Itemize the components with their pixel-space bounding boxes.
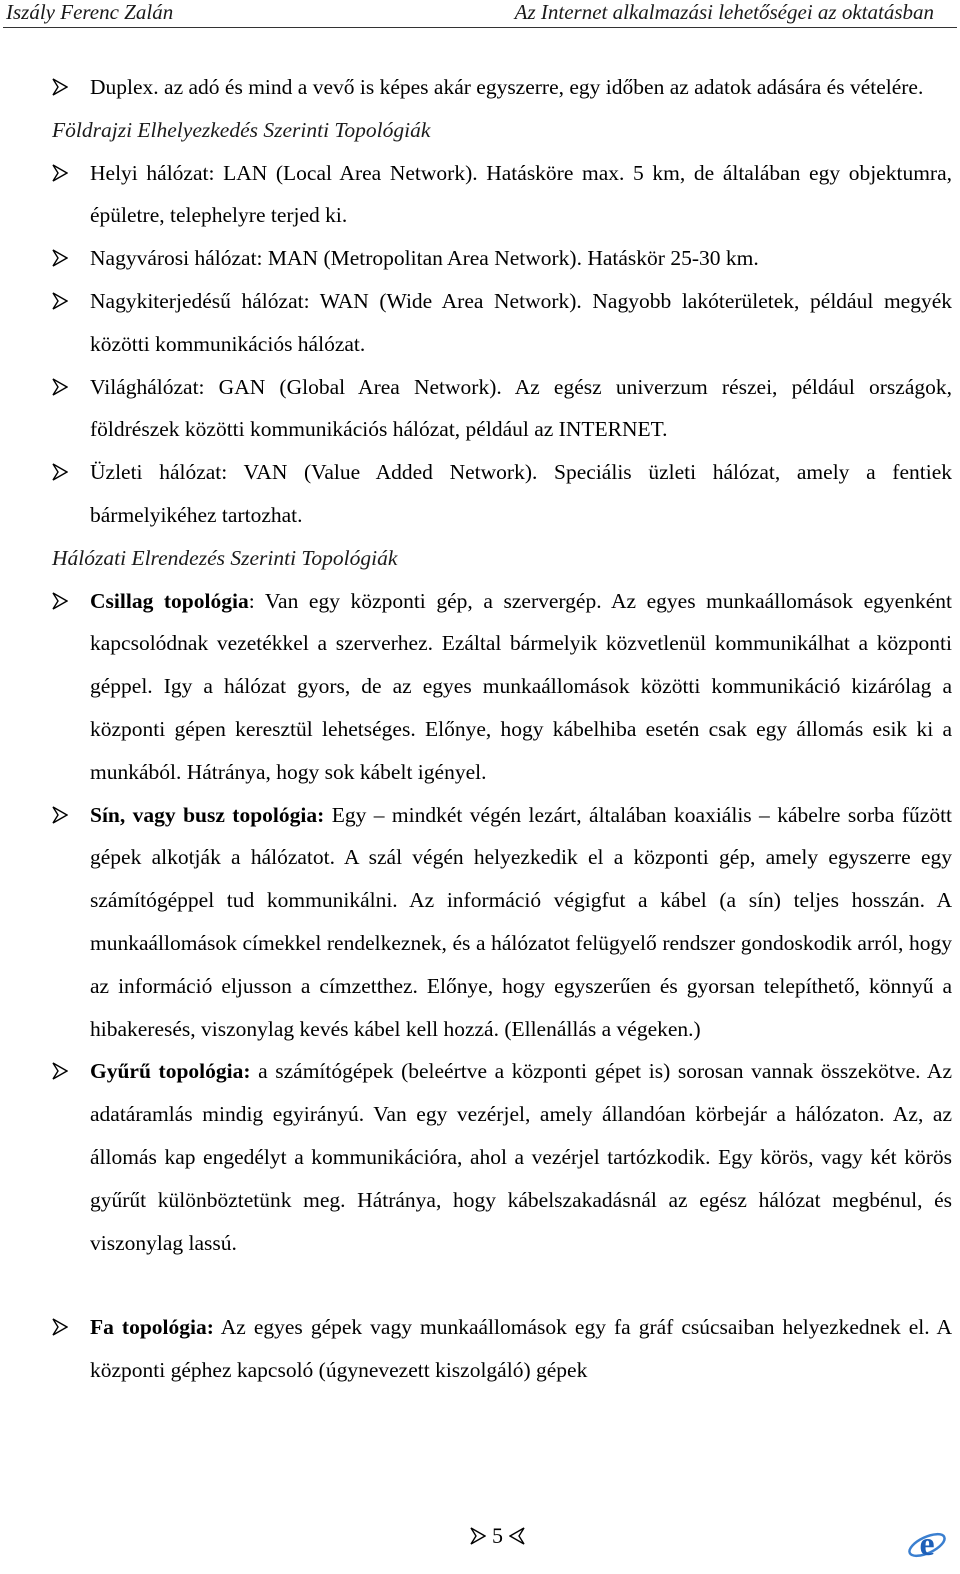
bullet-item-lead: Sín, vagy busz topológia: [90, 802, 325, 827]
page-number-footer [470, 1523, 525, 1549]
arrowhead-bullet-icon [52, 78, 68, 96]
bullet-item [52, 1306, 952, 1392]
bullet-item-text: Helyi hálózat: LAN (Local Area Network). Hatásköre max. 5 km, de általában egy objektumra, épületre, telephelyre terjed ki. [90, 160, 952, 228]
bullet-item-text: Világhálózat: GAN (Global Area Network). Az egész univerzum részei, például országok, földrészek közötti kommunikációs hálózat, például az INTERNET. [90, 374, 952, 442]
page-number: 5 [492, 1523, 503, 1548]
arrowhead-bullet-icon [52, 1318, 68, 1336]
arrowhead-bullet-icon [52, 1062, 68, 1080]
arrowhead-bullet-icon [52, 292, 68, 310]
bullet-item-lead: Fa topológia: [90, 1315, 214, 1340]
bullet-item [52, 794, 952, 1051]
bullet-item-lead: Csillag topológia [90, 588, 249, 613]
bullet-item-text: Nagyvárosi hálózat: MAN (Metropolitan Area Network). Hatáskör 25-30 km. [90, 246, 759, 271]
bullet-item [52, 280, 952, 366]
section-heading: Földrajzi Elhelyezkedés Szerinti Topológiák [52, 117, 431, 142]
bullet-item [52, 451, 952, 537]
arrow-left-icon [509, 1527, 525, 1545]
paragraph-gap [52, 1264, 952, 1306]
bullet-item [52, 237, 952, 280]
bullet-item [52, 152, 952, 238]
bullet-item [52, 1050, 952, 1264]
bullet-item [52, 66, 952, 109]
bullet-item-text: Üzleti hálózat: VAN (Value Added Network). Speciális üzleti hálózat, amely a fentiek bármelyikéhez tartozhat. [90, 460, 952, 527]
arrowhead-bullet-icon [52, 164, 68, 182]
bullet-item-text: Nagykiterjedésű hálózat: WAN (Wide Area Network). Nagyobb lakóterületek, például megyék közötti kommunikációs hálózat. [90, 288, 952, 356]
page-header [0, 0, 960, 30]
header-author: Iszály Ferenc Zalán [6, 0, 174, 24]
bullet-item-text: Az egyes gépek vagy munkaállomások egy fa gráf csúcsaiban helyezkednek el. A központi géphez kapcsoló (úgynevezett kiszolgáló) gépek [90, 1315, 952, 1383]
arrowhead-bullet-icon [52, 806, 68, 824]
bullet-item [52, 366, 952, 452]
svg-text:e: e [919, 1526, 935, 1563]
arrowhead-bullet-icon [52, 378, 68, 396]
header-divider [3, 27, 957, 28]
arrowhead-bullet-icon [52, 592, 68, 610]
arrow-right-icon [470, 1527, 486, 1545]
bullet-item-text: Duplex. az adó és mind a vevő is képes akár egyszerre, egy időben az adatok adására és vételére. [90, 75, 924, 99]
bullet-item-text: a számítógépek (beleértve a központi gépet is) sorosan vannak összekötve. Az adatáramlás mindig egyirányú. Van egy vezérjel, amely állandóan körbejár a hálózaton. Az, az állomás kap engedélyt a kommunikációra, ahol a vezérjel tartózkodik. Egy körös, vagy két körös gyűrűt különböztetünk meg. Hátránya, hogy kábelszakadásnál az egész hálózat megbénul, és viszonylag lassú. [90, 1059, 952, 1255]
bullet-item-text: : Van egy központi gép, a szervergép. Az egyes munkaállomások egyenként kapcsolódnak vezetékkel a szerverhez. Ezáltal bármelyik közvetlenül kommunikálhat a központi géppel. Igy a hálózat gyors, de az egyes munkaállomások közötti kommunikáció kizárólag a központi gépen keresztül lehetséges. Előnye, hogy kábelhiba esetén csak egy állomás esik ki a munkából. Hátránya, hogy sok kábelt igényel. [90, 588, 952, 784]
section-heading: Hálózati Elrendezés Szerinti Topológiák [52, 545, 398, 570]
document-body [52, 66, 952, 1392]
bullet-item-text: Egy – mindkét végén lezárt, általában koaxiális – kábelre sorba fűzött gépek alkotják a hálózatot. A szál végén helyezkedik el a központi gép, amely egyszerre egy számítógéppel tud kommunikálni. Az információ végigfut a kábel (a sín) teljes hosszán. A munkaállomások címekkel rendelkeznek, és a hálózatot felügyelő rendszer gondoskodik arról, hogy az információ eljusson a címzetthez. Előnye, hogy egyszerűen és gyorsan telepíthető, könnyű a hibakeresés, viszonylag kevés kábel kell hozzá. (Ellenállás a végeken.) [90, 802, 953, 1041]
arrowhead-bullet-icon [52, 249, 68, 267]
ie-logo-icon [906, 1522, 948, 1564]
bullet-item-lead: Gyűrű topológia: [90, 1059, 251, 1084]
header-title: Az Internet alkalmazási lehetőségei az oktatásban [514, 0, 934, 24]
arrowhead-bullet-icon [52, 463, 68, 481]
bullet-item [52, 580, 952, 794]
